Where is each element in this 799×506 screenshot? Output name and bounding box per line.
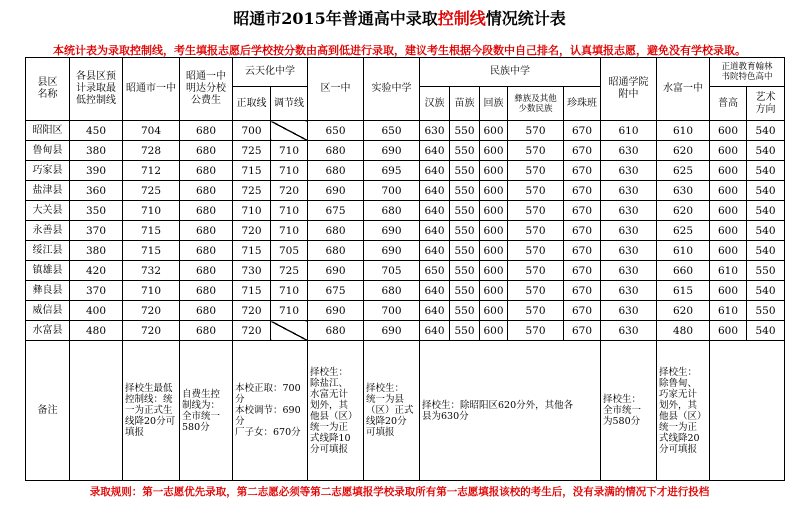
cell-yt-tiao xyxy=(271,121,308,141)
cell-shiyan: 705 xyxy=(364,261,420,281)
cell-hui: 600 xyxy=(480,261,508,281)
cell-yi: 570 xyxy=(508,321,564,341)
notes-zt1: 择校生最低 控制线：统 一为正式生 线降20分可 填报 xyxy=(123,341,180,481)
header-zt1: 昭通市一中 xyxy=(123,58,180,121)
cell-shuifu: 480 xyxy=(657,321,710,341)
header-shuifu: 水富一中 xyxy=(657,58,710,121)
cell-qu1: 680 xyxy=(308,221,364,241)
cell-yt-zheng: 720 xyxy=(233,221,271,241)
cell-han: 640 xyxy=(420,281,450,301)
header-zhengdao: 正道教育翰林 书院特色高中 xyxy=(710,58,785,87)
header-qu1: 区一中 xyxy=(308,58,364,121)
cell-shiyan: 650 xyxy=(364,121,420,141)
cell-control: 360 xyxy=(70,181,123,201)
cell-control: 450 xyxy=(70,121,123,141)
cell-miao: 550 xyxy=(450,161,480,181)
cell-zt1: 715 xyxy=(123,221,180,241)
cell-qu1: 690 xyxy=(308,301,364,321)
cell-xueyuan: 610 xyxy=(601,121,657,141)
cell-hui: 600 xyxy=(480,241,508,261)
cell-miao: 550 xyxy=(450,321,480,341)
cell-xueyuan: 630 xyxy=(601,161,657,181)
cell-mingda: 680 xyxy=(180,121,233,141)
cell-hui: 600 xyxy=(480,181,508,201)
header-yishu: 艺术 方向 xyxy=(747,87,785,121)
cell-qu1: 690 xyxy=(308,181,364,201)
cell-yi: 570 xyxy=(508,241,564,261)
cell-mingda: 680 xyxy=(180,321,233,341)
cell-shiyan: 690 xyxy=(364,221,420,241)
cell-pugao: 600 xyxy=(710,121,747,141)
cell-shuifu: 610 xyxy=(657,241,710,261)
cell-pugao: 600 xyxy=(710,321,747,341)
cell-shuifu: 610 xyxy=(657,121,710,141)
cell-miao: 550 xyxy=(450,241,480,261)
cell-pugao: 610 xyxy=(710,301,747,321)
cell-zt1: 712 xyxy=(123,161,180,181)
cell-yishu: 550 xyxy=(747,301,785,321)
cell-shiyan: 700 xyxy=(364,301,420,321)
notes-zhengdao xyxy=(710,341,785,481)
cell-zhenzhu: 670 xyxy=(564,321,601,341)
cell-qu1: 680 xyxy=(308,161,364,181)
cell-county: 永善县 xyxy=(26,221,70,241)
cell-yt-tiao: 720 xyxy=(271,181,308,201)
cell-shuifu: 630 xyxy=(657,181,710,201)
cell-miao: 550 xyxy=(450,221,480,241)
cell-shuifu: 620 xyxy=(657,301,710,321)
cell-yt-tiao: 710 xyxy=(271,281,308,301)
cell-yt-tiao: 710 xyxy=(271,301,308,321)
cell-zt1: 720 xyxy=(123,301,180,321)
notes-control xyxy=(70,341,123,481)
cell-county: 盐津县 xyxy=(26,181,70,201)
table-row xyxy=(26,141,785,161)
header-yi: 彝族及其他 少数民族 xyxy=(508,87,564,121)
cell-shuifu: 625 xyxy=(657,221,710,241)
cell-hui: 600 xyxy=(480,161,508,181)
cell-zhenzhu: 670 xyxy=(564,261,601,281)
cell-mingda: 680 xyxy=(180,141,233,161)
admission-rule-text: 录取规则：第一志愿优先录取，第二志愿必须等第二志愿填报学校录取所有第一志愿填报该校的考生后，没有录满的情况下才进行投档 xyxy=(89,486,710,498)
cell-yt-zheng: 700 xyxy=(233,121,271,141)
cell-han: 640 xyxy=(420,241,450,261)
table-row xyxy=(26,281,785,301)
cell-hui: 600 xyxy=(480,301,508,321)
cell-yt-zheng: 720 xyxy=(233,301,271,321)
header-minzu: 民族中学 xyxy=(420,58,601,87)
cell-yishu: 540 xyxy=(747,141,785,161)
cell-xueyuan: 630 xyxy=(601,281,657,301)
notes-yuntian: 本校正取：700 分 本校调节：690 分 厂子女：670分 xyxy=(233,341,308,481)
cell-control: 420 xyxy=(70,261,123,281)
cell-zt1: 710 xyxy=(123,281,180,301)
cell-control: 390 xyxy=(70,161,123,181)
cell-yi: 570 xyxy=(508,281,564,301)
cell-miao: 550 xyxy=(450,121,480,141)
cell-yi: 570 xyxy=(508,301,564,321)
table-row xyxy=(26,241,785,261)
header-hui: 回族 xyxy=(480,87,508,121)
cell-shuifu: 620 xyxy=(657,201,710,221)
cell-mingda: 680 xyxy=(180,281,233,301)
table-row xyxy=(26,161,785,181)
cell-qu1: 680 xyxy=(308,321,364,341)
header-county: 县区 名称 xyxy=(26,58,70,121)
cell-yishu: 540 xyxy=(747,281,785,301)
cell-zhenzhu: 670 xyxy=(564,161,601,181)
cell-control: 380 xyxy=(70,241,123,261)
cell-yt-zheng: 725 xyxy=(233,181,271,201)
cell-zt1: 728 xyxy=(123,141,180,161)
header-shiyan: 实验中学 xyxy=(364,58,420,121)
cell-xueyuan: 630 xyxy=(601,181,657,201)
control-line-table xyxy=(25,57,785,481)
header-county-control: 各县区预 计录取最 低控制线 xyxy=(70,58,123,121)
cell-hui: 600 xyxy=(480,321,508,341)
cell-yi: 570 xyxy=(508,181,564,201)
cell-han: 630 xyxy=(420,121,450,141)
cell-shiyan: 695 xyxy=(364,161,420,181)
table-row xyxy=(26,321,785,341)
header-yuntian-tiao: 调节线 xyxy=(271,87,308,121)
cell-yt-tiao: 710 xyxy=(271,161,308,181)
notes-xueyuan: 择校生： 全市统一 为580分 xyxy=(601,341,657,481)
cell-hui: 600 xyxy=(480,201,508,221)
cell-qu1: 680 xyxy=(308,141,364,161)
cell-hui: 600 xyxy=(480,281,508,301)
header-mingda: 昭通一中 明达分校 公费生 xyxy=(180,58,233,121)
cell-shiyan: 700 xyxy=(364,181,420,201)
cell-pugao: 600 xyxy=(710,221,747,241)
page-title: 昭通市2015年普通高中录取控制线情况统计表 xyxy=(233,9,566,28)
notes-mingda: 自费生控 制线为： 全市统一 580分 xyxy=(180,341,233,481)
cell-mingda: 680 xyxy=(180,181,233,201)
cell-qu1: 675 xyxy=(308,201,364,221)
cell-pugao: 600 xyxy=(710,241,747,261)
cell-pugao: 600 xyxy=(710,141,747,161)
cell-yt-tiao: 725 xyxy=(271,261,308,281)
cell-county: 镇雄县 xyxy=(26,261,70,281)
cell-yt-tiao xyxy=(271,321,308,341)
cell-zt1: 710 xyxy=(123,201,180,221)
cell-hui: 600 xyxy=(480,121,508,141)
cell-yt-zheng: 725 xyxy=(233,141,271,161)
cell-county: 鲁甸县 xyxy=(26,141,70,161)
cell-county: 彝良县 xyxy=(26,281,70,301)
cell-zt1: 732 xyxy=(123,261,180,281)
cell-control: 480 xyxy=(70,321,123,341)
cell-miao: 550 xyxy=(450,281,480,301)
cell-control: 400 xyxy=(70,301,123,321)
cell-han: 640 xyxy=(420,301,450,321)
notes-qu1: 择校生： 除盐江、 水富无计 划外，其 他县（区） 统一为正 式线降10 分可填报 xyxy=(308,341,364,481)
cell-county: 昭阳区 xyxy=(26,121,70,141)
cell-mingda: 680 xyxy=(180,221,233,241)
cell-xueyuan: 630 xyxy=(601,141,657,161)
cell-han: 640 xyxy=(420,181,450,201)
cell-miao: 550 xyxy=(450,301,480,321)
cell-yishu: 540 xyxy=(747,121,785,141)
cell-shuifu: 660 xyxy=(657,261,710,281)
cell-yt-tiao: 710 xyxy=(271,201,308,221)
notes-label: 备注 xyxy=(26,341,70,481)
cell-county: 大关县 xyxy=(26,201,70,221)
cell-yishu: 540 xyxy=(747,321,785,341)
cell-miao: 550 xyxy=(450,141,480,161)
cell-county: 巧家县 xyxy=(26,161,70,181)
cell-zhenzhu: 670 xyxy=(564,181,601,201)
cell-yi: 570 xyxy=(508,201,564,221)
cell-yt-tiao: 705 xyxy=(271,241,308,261)
cell-hui: 600 xyxy=(480,221,508,241)
cell-pugao: 610 xyxy=(710,261,747,281)
cell-xueyuan: 630 xyxy=(601,201,657,221)
cell-xueyuan: 630 xyxy=(601,301,657,321)
cell-shiyan: 690 xyxy=(364,141,420,161)
cell-mingda: 680 xyxy=(180,301,233,321)
cell-qu1: 650 xyxy=(308,121,364,141)
cell-han: 640 xyxy=(420,201,450,221)
header-han: 汉族 xyxy=(420,87,450,121)
cell-yi: 570 xyxy=(508,141,564,161)
cell-yi: 570 xyxy=(508,221,564,241)
cell-pugao: 600 xyxy=(710,181,747,201)
cell-zt1: 704 xyxy=(123,121,180,141)
cell-miao: 550 xyxy=(450,201,480,221)
header-yuntian-zheng: 正取线 xyxy=(233,87,271,121)
cell-qu1: 680 xyxy=(308,241,364,261)
notes-minzu: 择校生：除昭阳区620分外，其他各 县为630分 xyxy=(420,341,601,481)
notice-text: 本统计表为录取控制线，考生填报志愿后学校按分数由高到低进行录取，建议考生根据今段数中自己排名，认真填报志愿，避免没有学校录取。 xyxy=(53,44,746,57)
cell-shiyan: 690 xyxy=(364,321,420,341)
cell-xueyuan: 630 xyxy=(601,241,657,261)
cell-county: 绥江县 xyxy=(26,241,70,261)
cell-county: 威信县 xyxy=(26,301,70,321)
table-row xyxy=(26,181,785,201)
cell-yishu: 540 xyxy=(747,241,785,261)
cell-han: 640 xyxy=(420,221,450,241)
cell-control: 350 xyxy=(70,201,123,221)
cell-miao: 550 xyxy=(450,181,480,201)
cell-yt-zheng: 715 xyxy=(233,241,271,261)
cell-zhenzhu: 670 xyxy=(564,281,601,301)
cell-xueyuan: 630 xyxy=(601,261,657,281)
cell-yt-tiao: 710 xyxy=(271,141,308,161)
header-zhenzhu: 珍珠班 xyxy=(564,87,601,121)
cell-zt1: 720 xyxy=(123,321,180,341)
cell-county: 水富县 xyxy=(26,321,70,341)
cell-zt1: 725 xyxy=(123,181,180,201)
cell-han: 640 xyxy=(420,161,450,181)
cell-control: 380 xyxy=(70,141,123,161)
cell-mingda: 680 xyxy=(180,241,233,261)
cell-shuifu: 615 xyxy=(657,281,710,301)
cell-yt-zheng: 715 xyxy=(233,161,271,181)
cell-pugao: 600 xyxy=(710,161,747,181)
cell-zhenzhu: 670 xyxy=(564,301,601,321)
table-row xyxy=(26,301,785,321)
cell-yt-zheng: 720 xyxy=(233,321,271,341)
cell-control: 370 xyxy=(70,221,123,241)
header-yuntian: 云天化中学 xyxy=(233,58,308,87)
table-row xyxy=(26,121,785,141)
cell-zhenzhu: 670 xyxy=(564,241,601,261)
header-miao: 苗族 xyxy=(450,87,480,121)
cell-yi: 570 xyxy=(508,161,564,181)
table-row xyxy=(26,221,785,241)
notes-shuifu: 择校生： 除鲁甸、 巧家无计 划外，其 他县（区） 统一为正 式线降20 分可填报 xyxy=(657,341,710,481)
cell-han: 650 xyxy=(420,261,450,281)
cell-zhenzhu: 670 xyxy=(564,121,601,141)
cell-yt-zheng: 710 xyxy=(233,201,271,221)
cell-xueyuan: 630 xyxy=(601,221,657,241)
cell-shiyan: 680 xyxy=(364,201,420,221)
cell-pugao: 600 xyxy=(710,201,747,221)
notes-shiyan: 择校生： 统一为县 （区）正式 线降20分 可填报 xyxy=(364,341,420,481)
table-row xyxy=(26,261,785,281)
cell-yishu: 540 xyxy=(747,181,785,201)
cell-hui: 600 xyxy=(480,141,508,161)
cell-control: 370 xyxy=(70,281,123,301)
table-row xyxy=(26,201,785,221)
cell-mingda: 680 xyxy=(180,261,233,281)
cell-shuifu: 620 xyxy=(657,141,710,161)
cell-yt-tiao: 710 xyxy=(271,221,308,241)
cell-zhenzhu: 670 xyxy=(564,141,601,161)
cell-yt-zheng: 715 xyxy=(233,281,271,301)
header-pugao: 普高 xyxy=(710,87,747,121)
header-xueyuan: 昭通学院 附中 xyxy=(601,58,657,121)
cell-zhenzhu: 670 xyxy=(564,201,601,221)
cell-yishu: 540 xyxy=(747,221,785,241)
cell-zhenzhu: 670 xyxy=(564,221,601,241)
cell-qu1: 690 xyxy=(308,261,364,281)
cell-pugao: 600 xyxy=(710,281,747,301)
cell-shiyan: 680 xyxy=(364,281,420,301)
cell-yishu: 550 xyxy=(747,261,785,281)
cell-zt1: 715 xyxy=(123,241,180,261)
cell-yi: 570 xyxy=(508,261,564,281)
cell-mingda: 680 xyxy=(180,161,233,181)
cell-yi: 570 xyxy=(508,121,564,141)
cell-shiyan: 690 xyxy=(364,241,420,261)
cell-yt-zheng: 730 xyxy=(233,261,271,281)
cell-yishu: 540 xyxy=(747,201,785,221)
cell-han: 640 xyxy=(420,141,450,161)
cell-shuifu: 625 xyxy=(657,161,710,181)
cell-xueyuan: 630 xyxy=(601,321,657,341)
cell-qu1: 675 xyxy=(308,281,364,301)
cell-han: 640 xyxy=(420,321,450,341)
cell-mingda: 680 xyxy=(180,201,233,221)
cell-miao: 550 xyxy=(450,261,480,281)
cell-yishu: 540 xyxy=(747,161,785,181)
